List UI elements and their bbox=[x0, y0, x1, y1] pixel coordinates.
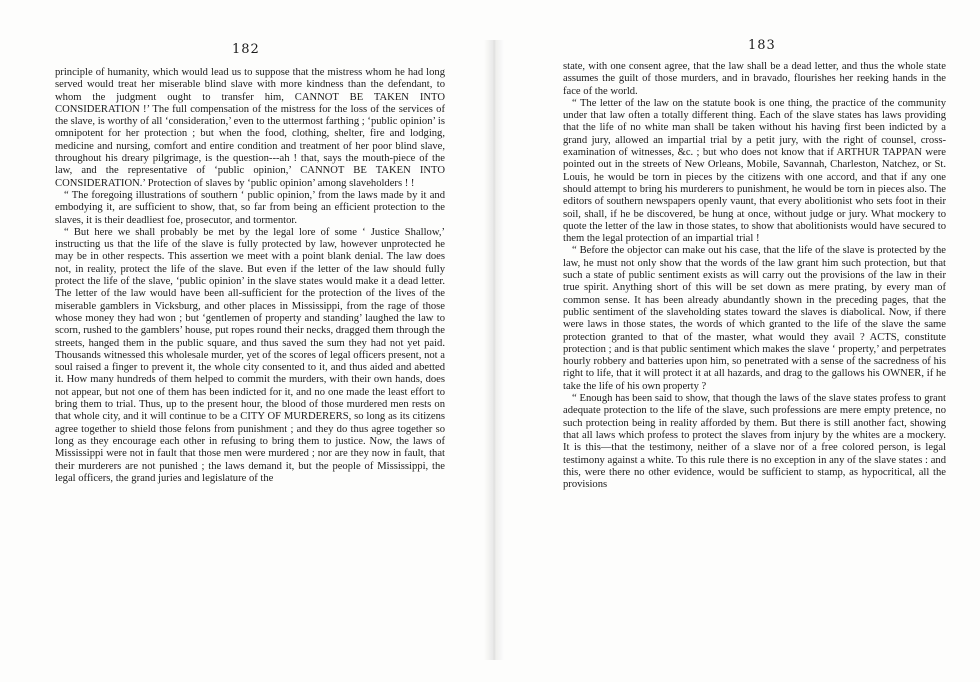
paragraph: principle of humanity, which would lead us to suppose that the mistress whom he had long served would treat her miserable blind slave with more kindness than the defendant, to whom the judgment ought to transfer him, CANNOT BE TAKEN INTO CONSIDERATION !’ The full compensation of the mistress for the loss of the services of the slave, is worthy of all ‘consideration,’ even to the uttermost farthing ; ‘public opinion’ is omnipotent for her protection ; but when the food, clothing, shelter, fire and lodging, medicine and nursing, comfort and entire condition and treatment of her poor blind slave, throughout his dreary pilgrimage, is the question---ah ! that, says the mouth-piece of the law, and the representative of ‘public opinion,’ CANNOT BE TAKEN INTO CONSIDERATION.’ Protection of slaves by ‘public opinion’ among slaveholders ! ! bbox=[55, 67, 445, 189]
left-page-text bbox=[55, 67, 445, 485]
paragraph: “ But here we shall probably be met by the legal lore of some ‘ Justice Shallow,’ instructing us that the life of the slave is fully protected by law, however unprotected he may be in other respects. This assertion we meet with a point blank denial. The law does not, in reality, protect the life of the slave. But even if the letter of the law should fully protect the life of the slave, ‘public opinion’ in the slave states would make it a dead letter. The letter of the law would have been all-sufficient for the protection of the lives of the miserable gamblers in Vicksburg, and other places in Mississippi, from the rage of those whose money they had won ; but ‘gentlemen of property and standing’ laughed the law to scorn, rushed to the gamblers’ house, put ropes round their necks, dragged them through the streets, hanged them in the public square, and thus saved the sum they had not yet paid. Thousands witnessed this wholesale murder, yet of the scores of legal officers present, not a soul raised a finger to prevent it, the whole city consented to it, and thus aided and abetted it. How many hundreds of them helped to commit the murders, with their own hands, does not appear, but not one of them has been indicted for it, and no one made the least effort to bring them to trial. Thus, up to the present hour, the blood of those murdered men rests on that whole city, and it will continue to be a CITY OF MURDERERS, so long as its citizens agree together to shield those felons from punishment ; and they do thus agree together so long as they encourage each other in refusing to bring them to justice. Now, the laws of Mississippi were not in fault that those men were murdered ; nor are they now in fault, that their murderers are not punished ; the laws demand it, but the people of Mississippi, the legal officers, the grand juries and legislature of the bbox=[55, 226, 445, 484]
paragraph: state, with one consent agree, that the law shall be a dead letter, and thus the whole state assumes the guilt of those murders, and in bravado, flourishes her reeking hands in the face of the world. bbox=[563, 61, 946, 97]
right-page-text bbox=[563, 61, 946, 491]
page-number-right: 183 bbox=[748, 38, 776, 53]
paragraph: “ Before the objector can make out his case, that the life of the slave is protected by the law, he must not only show that the words of the law grant him such protection, but that such a state of public sentiment exists as will carry out the provisions of the law in their true spirit. Anything short of this will be set down as mere prating, by every man of common sense. It has been already abundantly shown in the preceding pages, that the public sentiment of the slaveholding states toward the slaves is diabolical. Now, if there were laws in those states, the words of which granted to the life of the slave the same protection granted to that of the master, what would they avail ? ACTS, constitute protection ; and is that public sentiment which makes the slave ‘ property,’ and perpetrates hourly robbery and batteries upon him, so penetrated with a sense of the sacredness of his right to life, that it will protect it at all hazards, and drag to the gallows his OWNER, if he take the life of his own property ? bbox=[563, 245, 946, 392]
paragraph: “ Enough has been said to show, that though the laws of the slave states profess to grant adequate protection to the life of the slave, such professions are mere empty pretence, no such protection being in reality afforded by them. But there is still another fact, showing that all laws which profess to protect the slaves from injury by the whites are a mockery. It is this—that the testimony, neither of a slave nor of a free colored person, is legal testimony against a white. To this rule there is no exception in any of the slave states : and this, were there no other evidence, would be sufficient to stamp, as hypocritical, all the provisions bbox=[563, 393, 946, 491]
page-number-left: 182 bbox=[232, 42, 260, 57]
paragraph: “ The letter of the law on the statute book is one thing, the practice of the community under that law often a totally different thing. Each of the slave states has laws providing that the life of no white man shall be taken without his having first been indicted by a grand jury, allowed an impartial trial by a petit jury, with the right of counsel, cross-examination of witnesses, &c. ; but who does not know that if ARTHUR TAPPAN were pointed out in the streets of New Orleans, Mobile, Savannah, Charleston, Natchez, or St. Louis, he would be torn in pieces by the citizens with one accord, and that if any one should attempt to bring his murderers to punishment, he would be torn in pieces also. The editors of southern newspapers openly vaunt, that every abolitionist who sets foot in their soil, shall, if he be discovered, be hung at once, without judge or jury. What mockery to quote the letter of the law in those states, to show that abolitionists would have secured to them the legal protection of an impartial trial ! bbox=[563, 97, 946, 245]
book-gutter bbox=[484, 40, 504, 660]
paragraph: “ The foregoing illustrations of southern ‘ public opinion,’ from the laws made by it and embodying it, are sufficient to show, that, so far from being an efficient protection to the slaves, it is their deadliest foe, prosecutor, and tormentor. bbox=[55, 189, 445, 226]
